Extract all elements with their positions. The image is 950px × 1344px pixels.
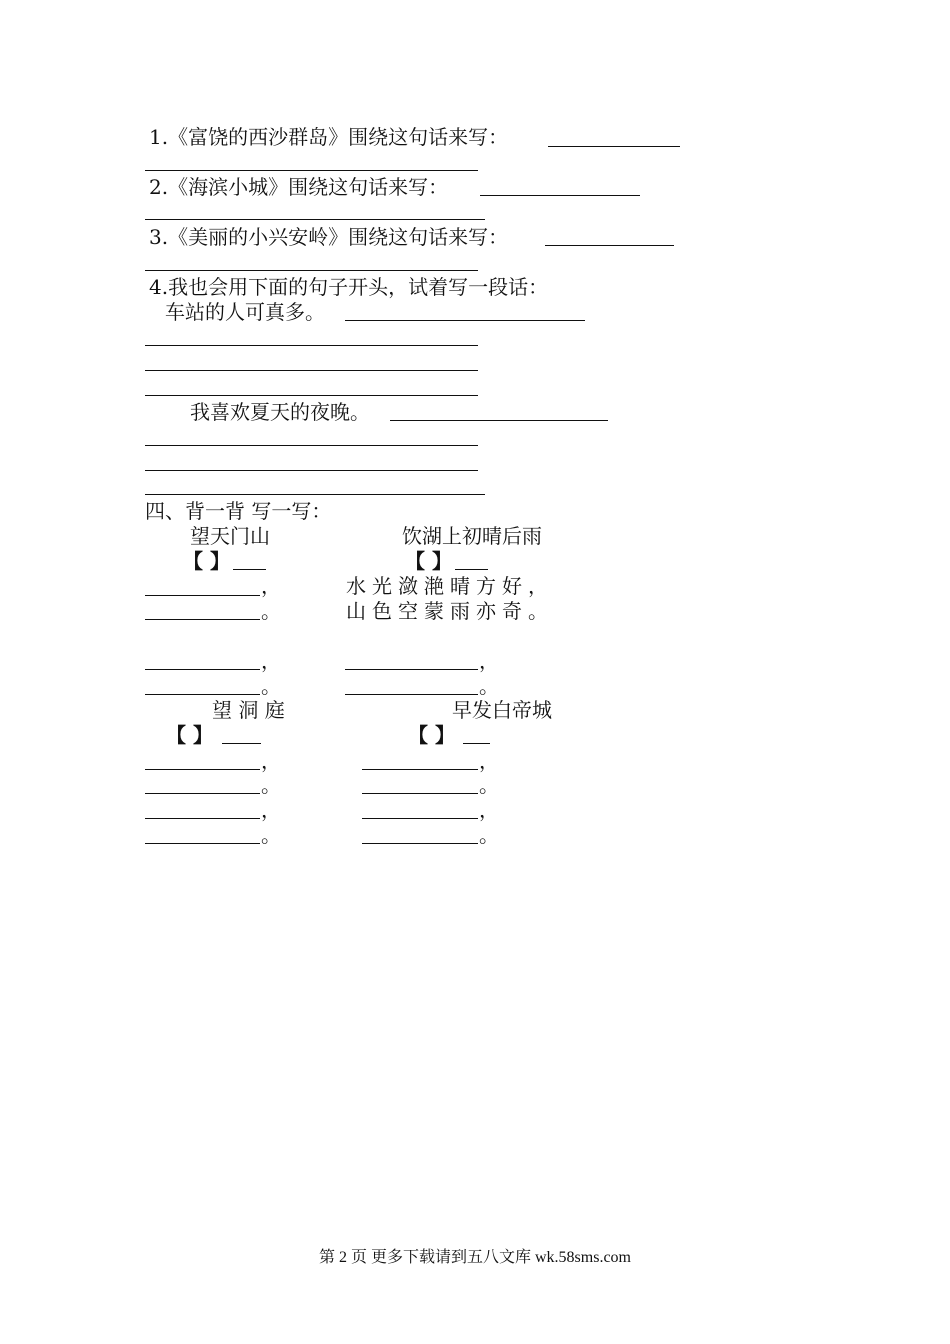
period-mark: 。 xyxy=(261,823,281,847)
poem-line-blank[interactable] xyxy=(145,793,260,794)
answer-line[interactable] xyxy=(145,470,478,471)
author-line[interactable] xyxy=(455,569,488,570)
answer-line[interactable] xyxy=(145,494,485,495)
period-mark: 。 xyxy=(261,599,281,623)
answer-line[interactable] xyxy=(545,245,674,246)
poem-line-blank[interactable] xyxy=(145,769,260,770)
author-line[interactable] xyxy=(222,743,261,744)
author-bracket: 【 】 xyxy=(183,549,230,573)
comma-mark: ， xyxy=(261,798,281,822)
poem-title-2: 饮湖上初晴后雨 xyxy=(402,524,542,548)
comma-mark: ， xyxy=(261,649,281,673)
sentence-prompt-2: 我喜欢夏天的夜晚。 xyxy=(190,400,370,424)
answer-line[interactable] xyxy=(145,395,478,396)
answer-line[interactable] xyxy=(145,219,485,220)
poem-title-1: 望天门山 xyxy=(190,524,270,548)
page-footer: 第 2 页 更多下载请到五八文库 wk.58sms.com xyxy=(318,1249,631,1266)
author-bracket: 【 】 xyxy=(166,723,213,747)
period-mark: 。 xyxy=(261,773,281,797)
period-mark: 。 xyxy=(479,674,499,698)
answer-line[interactable] xyxy=(145,370,478,371)
poem-line-blank[interactable] xyxy=(145,843,260,844)
poem-line-blank[interactable] xyxy=(362,769,478,770)
answer-line[interactable] xyxy=(480,195,640,196)
comma-mark: ， xyxy=(479,749,499,773)
poem-line-blank[interactable] xyxy=(145,669,260,670)
question-2: 2.《海滨小城》围绕这句话来写： xyxy=(149,175,449,199)
question-1: 1.《富饶的西沙群岛》围绕这句话来写： xyxy=(149,125,509,149)
answer-line[interactable] xyxy=(345,320,585,321)
question-3: 3.《美丽的小兴安岭》围绕这句话来写： xyxy=(149,225,509,249)
comma-mark: ， xyxy=(261,574,281,598)
answer-line[interactable] xyxy=(145,445,478,446)
answer-line[interactable] xyxy=(145,170,478,171)
poem-line-blank[interactable] xyxy=(362,793,478,794)
poem-2-line-2: 山色空蒙雨亦奇。 xyxy=(346,599,554,623)
author-line[interactable] xyxy=(463,743,490,744)
question-4: 4.我也会用下面的句子开头，试着写一段话： xyxy=(149,275,549,299)
poem-line-blank[interactable] xyxy=(145,818,260,819)
period-mark: 。 xyxy=(479,773,499,797)
poem-line-blank[interactable] xyxy=(362,843,478,844)
answer-line[interactable] xyxy=(145,270,478,271)
poem-line-blank[interactable] xyxy=(345,669,478,670)
section-heading: 四、背一背 写一写： xyxy=(145,499,332,523)
sentence-prompt-1: 车站的人可真多。 xyxy=(165,300,325,324)
poem-line-blank[interactable] xyxy=(362,818,478,819)
answer-line[interactable] xyxy=(390,420,608,421)
comma-mark: ， xyxy=(479,649,499,673)
author-bracket: 【 】 xyxy=(408,723,455,747)
period-mark: 。 xyxy=(479,823,499,847)
poem-title-3: 望 洞 庭 xyxy=(212,698,285,722)
answer-line[interactable] xyxy=(145,345,478,346)
poem-line-blank[interactable] xyxy=(145,595,260,596)
author-bracket: 【 】 xyxy=(405,549,452,573)
author-line[interactable] xyxy=(233,569,266,570)
poem-title-4: 早发白帝城 xyxy=(452,698,552,722)
poem-line-blank[interactable] xyxy=(145,619,260,620)
comma-mark: ， xyxy=(479,798,499,822)
poem-line-blank[interactable] xyxy=(345,694,478,695)
comma-mark: ， xyxy=(261,749,281,773)
period-mark: 。 xyxy=(261,674,281,698)
answer-line[interactable] xyxy=(548,146,680,147)
poem-2-line-1: 水光潋滟晴方好， xyxy=(346,574,554,598)
poem-line-blank[interactable] xyxy=(145,694,260,695)
